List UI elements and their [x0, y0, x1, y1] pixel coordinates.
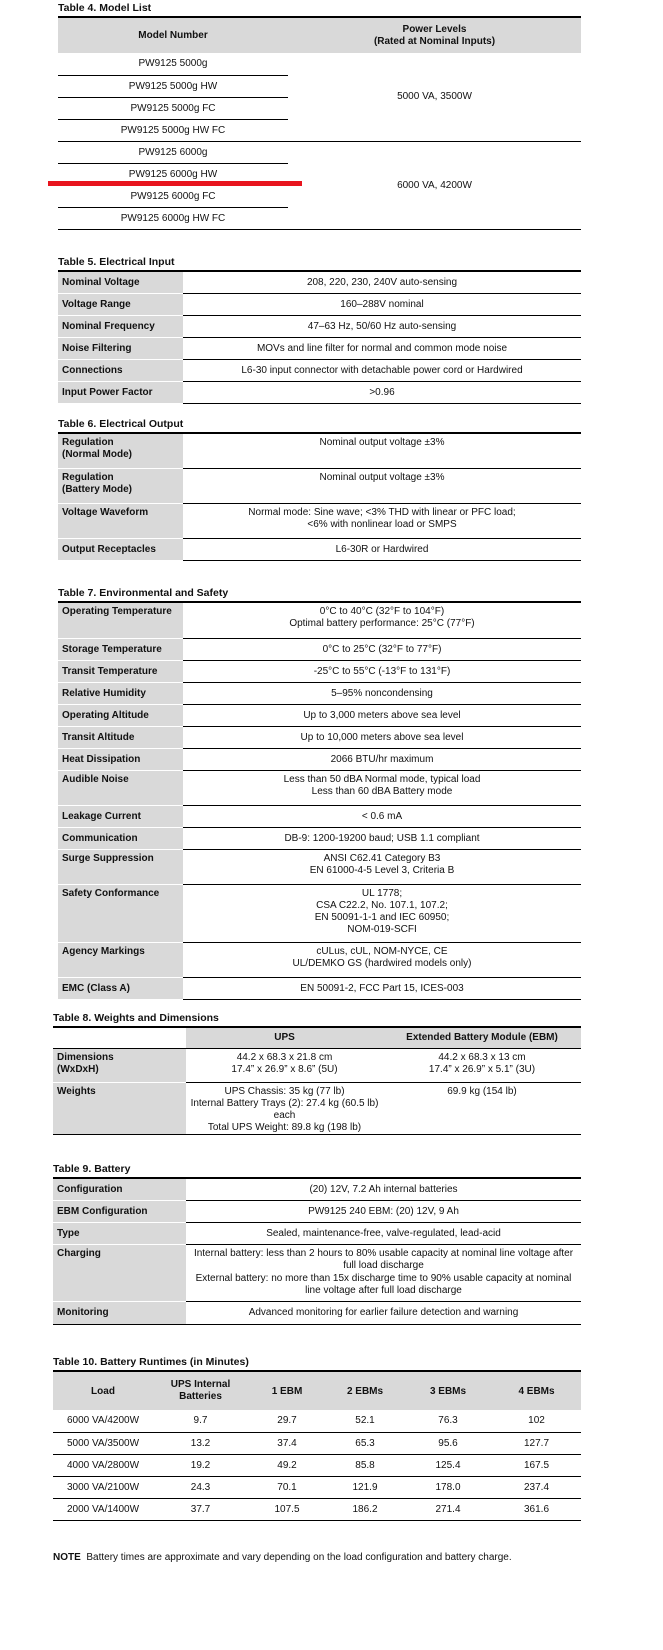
table4-header-row	[58, 17, 581, 53]
red-highlight-underline	[48, 181, 302, 186]
table9	[53, 1177, 581, 1325]
table-row: Operating Altitude Up to 3,000 meters above sea level	[58, 704, 581, 726]
table-row: Surge Suppression ANSI C62.41 Category B3 EN 61000-4-5 Level 3, Criteria B	[58, 849, 581, 884]
table-row: 4000 VA/2800W 19.2 49.2 85.8 125.4 167.5	[53, 1454, 581, 1476]
table-row: 3000 VA/2100W 24.3 70.1 121.9 178.0 237.4	[53, 1476, 581, 1498]
table-row: Transit Temperature -25°C to 55°C (-13°F to 131°F)	[58, 660, 581, 682]
table-row: Monitoring Advanced monitoring for earlier failure detection and warning	[53, 1301, 581, 1324]
table-row: Noise Filtering MOVs and line filter for normal and common mode noise	[58, 337, 581, 359]
footnote	[53, 1552, 512, 1563]
model-item: PW9125 5000g	[58, 53, 288, 75]
table-row: EMC (Class A) EN 50091-2, FCC Part 15, ICES-003	[58, 977, 581, 999]
table-row: Charging Internal battery: less than 2 hours to 80% usable capacity at nominal line voltage after full load discharge External battery: no more than 15x discharge time to 90% usable capacity at nominal line voltage after full load discharge	[53, 1244, 581, 1301]
table8-title: Table 8. Weights and Dimensions	[53, 1012, 219, 1024]
table8-header-row	[53, 1027, 581, 1048]
table-row: 2000 VA/1400W 37.7 107.5 186.2 271.4 361.6	[53, 1498, 581, 1520]
table-row: Weights UPS Chassis: 35 kg (77 lb) Internal Battery Trays (2): 27.4 kg (60.5 lb) each Total UPS Weight: 89.8 kg (198 lb) 69.9 kg (154 lb)	[53, 1082, 581, 1134]
col-ups-internal: UPS Internal Batteries	[153, 1371, 248, 1410]
col-ups: UPS	[186, 1027, 383, 1048]
table-row: Output Receptacles L6-30R or Hardwired	[58, 538, 581, 560]
note-text: Battery times are approximate and vary depending on the load configuration and battery charge.	[86, 1552, 512, 1563]
table4-title: Table 4. Model List	[58, 2, 152, 14]
power-group-6000: 6000 VA, 4200W	[288, 141, 581, 229]
col-3-ebms: 3 EBMs	[404, 1371, 492, 1410]
power-group-5000: 5000 VA, 3500W	[288, 53, 581, 141]
model-item: PW9125 6000g	[58, 141, 288, 163]
model-item: PW9125 5000g HW FC	[58, 119, 288, 141]
table4	[58, 16, 581, 230]
table-row: Relative Humidity 5–95% noncondensing	[58, 682, 581, 704]
table-row: 6000 VA/4200W 9.7 29.7 52.1 76.3 102	[53, 1410, 581, 1432]
model-item: PW9125 6000g FC	[58, 185, 288, 207]
table-row: Input Power Factor >0.96	[58, 381, 581, 403]
table-row: Nominal Voltage 208, 220, 230, 240V auto-sensing	[58, 271, 581, 293]
table5-title: Table 5. Electrical Input	[58, 256, 175, 268]
col-model-number: Model Number	[58, 17, 288, 53]
table-row: Transit Altitude Up to 10,000 meters above sea level	[58, 726, 581, 748]
table8	[53, 1026, 581, 1135]
table5	[58, 270, 581, 404]
table10-title: Table 10. Battery Runtimes (in Minutes)	[53, 1356, 249, 1368]
table-row: Heat Dissipation 2066 BTU/hr maximum	[58, 748, 581, 770]
model-item: PW9125 6000g HW FC	[58, 207, 288, 229]
table6	[58, 432, 581, 561]
table-row: Operating Temperature 0°C to 40°C (32°F to 104°F) Optimal battery performance: 25°C (77°F)	[58, 602, 581, 638]
model-item: PW9125 5000g FC	[58, 97, 288, 119]
table-row: Nominal Frequency 47–63 Hz, 50/60 Hz auto-sensing	[58, 315, 581, 337]
table-row: Configuration (20) 12V, 7.2 Ah internal batteries	[53, 1178, 581, 1200]
col-4-ebms: 4 EBMs	[492, 1371, 581, 1410]
model-item: PW9125 5000g HW	[58, 75, 288, 97]
table7	[58, 601, 581, 1000]
table-row: Voltage Range 160–288V nominal	[58, 293, 581, 315]
table-row: Communication DB-9: 1200-19200 baud; USB 1.1 compliant	[58, 827, 581, 849]
table-row: Type Sealed, maintenance-free, valve-regulated, lead-acid	[53, 1222, 581, 1244]
table-row: Regulation (Normal Mode) Nominal output voltage ±3%	[58, 433, 581, 468]
model-item: PW9125 6000g HW	[58, 163, 288, 185]
col-2-ebms: 2 EBMs	[326, 1371, 404, 1410]
col-power-levels-title: Power Levels	[402, 23, 467, 35]
table-row: Storage Temperature 0°C to 25°C (32°F to 77°F)	[58, 638, 581, 660]
table-row: Regulation (Battery Mode) Nominal output voltage ±3%	[58, 468, 581, 503]
table-row: Agency Markings cULus, cUL, NOM-NYCE, CE UL/DEMKO GS (hardwired models only)	[58, 942, 581, 977]
col-1-ebm: 1 EBM	[248, 1371, 326, 1410]
col-load: Load	[53, 1371, 153, 1410]
table-row: Dimensions (WxDxH) 44.2 x 68.3 x 21.8 cm 17.4” x 26.9” x 8.6” (5U) 44.2 x 68.3 x 13 cm 17.4” x 26.9” x 5.1” (3U)	[53, 1048, 581, 1082]
table10-header-row	[53, 1371, 581, 1410]
table6-title: Table 6. Electrical Output	[58, 418, 184, 430]
col-power-levels	[288, 17, 581, 53]
table-row: Voltage Waveform Normal mode: Sine wave; <3% THD with linear or PFC load; <6% with nonlinear load or SMPS	[58, 503, 581, 538]
col-ebm: Extended Battery Module (EBM)	[383, 1027, 581, 1048]
table-row: Audible Noise Less than 50 dBA Normal mode, typical load Less than 60 dBA Battery mode	[58, 770, 581, 805]
table-row: Connections L6-30 input connector with detachable power cord or Hardwired	[58, 359, 581, 381]
table-row: 5000 VA/3500W 13.2 37.4 65.3 95.6 127.7	[53, 1432, 581, 1454]
table9-title: Table 9. Battery	[53, 1163, 131, 1175]
table-row: Leakage Current < 0.6 mA	[58, 805, 581, 827]
table-row: Safety Conformance UL 1778; CSA C22.2, No. 107.1, 107.2; EN 50091-1-1 and IEC 60950; NOM-019-SCFI	[58, 884, 581, 942]
table-row: EBM Configuration PW9125 240 EBM: (20) 12V, 9 Ah	[53, 1200, 581, 1222]
note-label: NOTE	[53, 1552, 81, 1563]
table10	[53, 1370, 581, 1521]
col-power-levels-sub: (Rated at Nominal Inputs)	[373, 35, 496, 47]
table7-title: Table 7. Environmental and Safety	[58, 587, 229, 599]
